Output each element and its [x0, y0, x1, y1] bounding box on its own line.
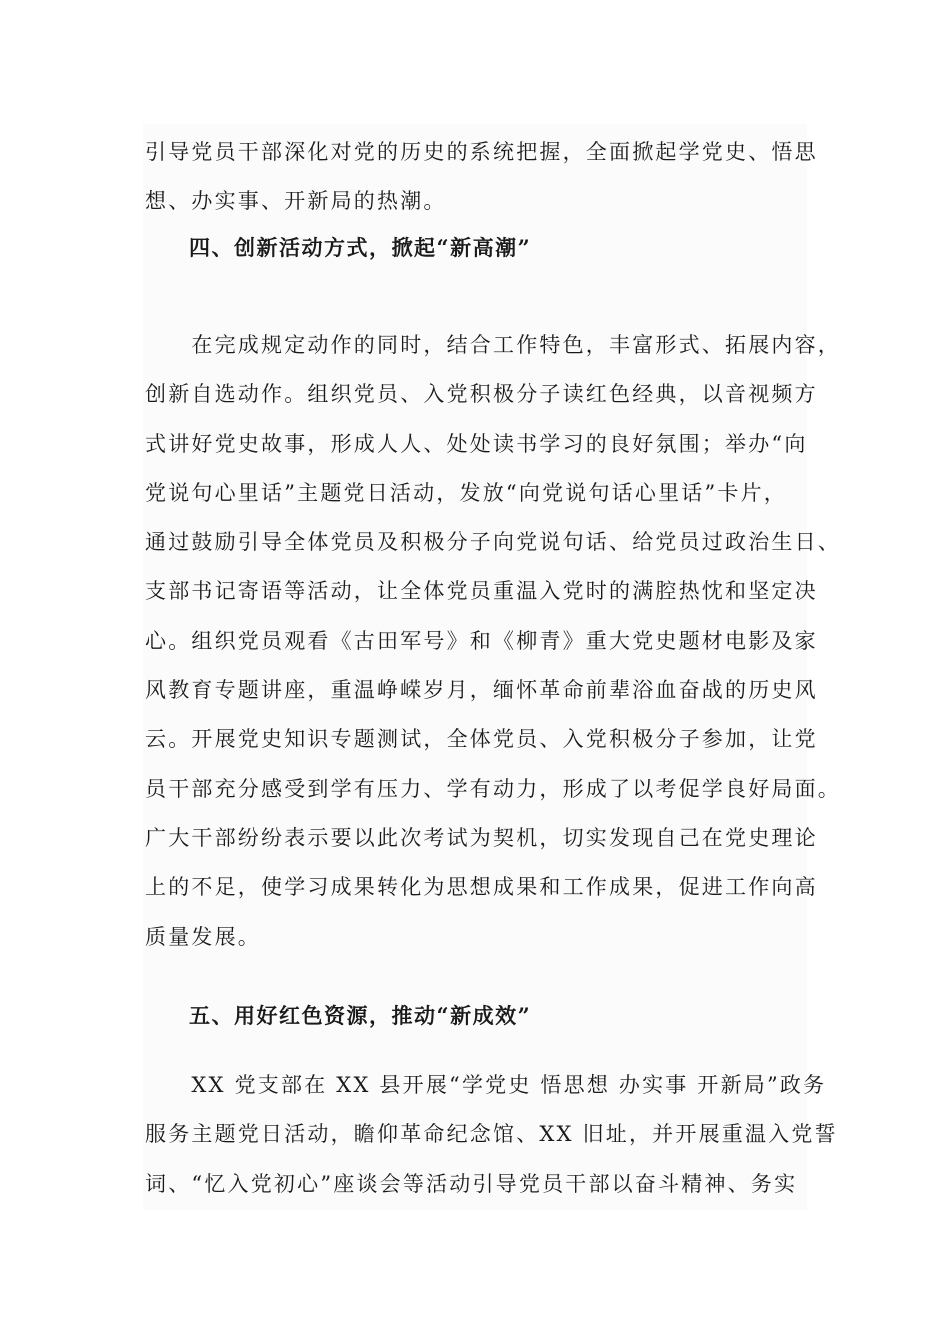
text-line: 风教育专题讲座，重温峥嵘岁月，缅怀革命前辈浴血奋战的历史风 [145, 678, 818, 703]
text-line: 式讲好党史故事，形成人人、处处读书学习的良好氛围；举办“向 [145, 431, 808, 456]
text-line: 想、办实事、开新局的热潮。 [145, 189, 447, 214]
section-heading-4 [145, 223, 849, 272]
text-line: 创新自选动作。组织党员、入党积极分子读红色经典，以音视频方 [145, 382, 818, 407]
text-line: 词、“忆入党初心”座谈会等活动引导党员干部以奋斗精神、务实 [145, 1171, 798, 1196]
text-line: XX 党支部在 XX 县开展“学党史 悟思想 办实事 开新局”政务 [145, 1073, 827, 1097]
text-line: 员干部充分感受到学有压力、学有动力，形成了以考促学良好局面。 [145, 776, 841, 801]
text-line: 在完成规定动作的同时，结合工作特色，丰富形式、拓展内容， [145, 333, 841, 357]
text-line: 广大干部纷纷表示要以此次考试为契机，切实发现自己在党史理论 [145, 825, 818, 850]
text-line: 质量发展。 [145, 924, 261, 949]
text-line: 云。开展党史知识专题测试，全体党员、入党积极分子参加，让党 [145, 727, 818, 752]
heading-text: 四、创新活动方式，掀起“新高潮” [189, 235, 532, 260]
text-line: 支部书记寄语等活动，让全体党员重温入党时的满腔热忱和坚定决 [145, 579, 818, 604]
text-line: 党说句心里话”主题党日活动，发放“向党说句话心里话”卡片， [145, 480, 788, 505]
heading-text: 五、用好红色资源，推动“新成效” [189, 1003, 532, 1028]
paragraph-section-5 [145, 1061, 838, 1209]
text-line: 服务主题党日活动，瞻仰革命纪念馆、XX 旧址，并开展重温入党誓 [145, 1122, 838, 1147]
text-line: 心。组织党员观看《古田军号》和《柳青》重大党史题材电影及家 [145, 628, 818, 653]
paragraph-intro [145, 128, 818, 227]
text-line: 上的不足，使学习成果转化为思想成果和工作成果，促进工作向高 [145, 875, 818, 900]
text-line: 引导党员干部深化对党的历史的系统把握，全面掀起学党史、悟思 [145, 140, 818, 164]
section-heading-5 [145, 991, 849, 1040]
paragraph-section-4 [145, 321, 841, 962]
text-line: 通过鼓励引导全体党员及积极分子向党说句话、给党员过政治生日、 [145, 530, 841, 555]
